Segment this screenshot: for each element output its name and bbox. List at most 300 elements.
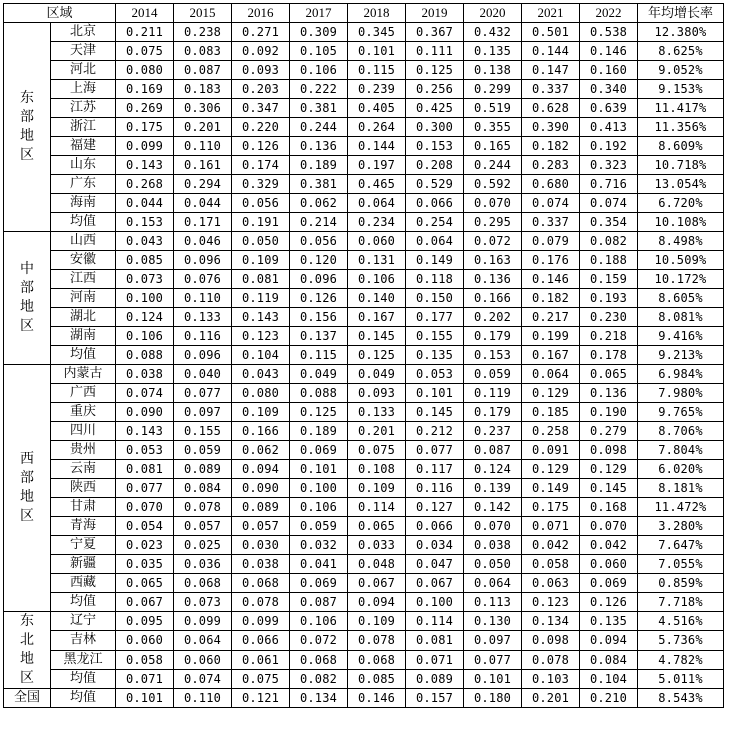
value-cell: 0.529 (406, 175, 464, 194)
value-cell: 0.103 (522, 669, 580, 688)
value-cell: 0.095 (116, 612, 174, 631)
value-cell: 0.201 (522, 689, 580, 708)
value-cell: 0.367 (406, 23, 464, 42)
value-cell: 0.639 (580, 99, 638, 118)
value-cell: 0.066 (232, 631, 290, 650)
value-cell: 0.068 (290, 650, 348, 669)
value-cell: 0.062 (290, 194, 348, 213)
province-cell: 湖北 (51, 308, 116, 327)
province-cell: 重庆 (51, 403, 116, 422)
table-row (4, 23, 724, 42)
value-cell: 0.138 (464, 61, 522, 80)
table-row (4, 441, 724, 460)
value-cell: 0.126 (580, 593, 638, 612)
value-cell: 0.133 (174, 308, 232, 327)
value-cell: 0.060 (174, 650, 232, 669)
value-cell: 0.070 (464, 194, 522, 213)
table-row (4, 612, 724, 631)
growth-cell: 7.647% (638, 536, 724, 555)
value-cell: 0.143 (116, 156, 174, 175)
growth-cell: 8.498% (638, 232, 724, 251)
province-cell: 北京 (51, 23, 116, 42)
value-cell: 0.129 (522, 384, 580, 403)
value-cell: 0.175 (522, 498, 580, 517)
value-cell: 0.140 (348, 289, 406, 308)
value-cell: 0.093 (232, 61, 290, 80)
value-cell: 0.099 (116, 137, 174, 156)
region-group-text: 东北地区 (20, 613, 34, 686)
value-cell: 0.050 (464, 555, 522, 574)
value-cell: 0.144 (522, 42, 580, 61)
value-cell: 0.071 (522, 517, 580, 536)
value-cell: 0.125 (290, 403, 348, 422)
growth-cell: 8.625% (638, 42, 724, 61)
value-cell: 0.089 (232, 498, 290, 517)
value-cell: 0.078 (174, 498, 232, 517)
value-cell: 0.079 (522, 232, 580, 251)
value-cell: 0.135 (464, 42, 522, 61)
value-cell: 0.256 (406, 80, 464, 99)
value-cell: 0.329 (232, 175, 290, 194)
value-cell: 0.063 (522, 574, 580, 593)
value-cell: 0.197 (348, 156, 406, 175)
growth-header: 年均增长率 (638, 4, 724, 23)
value-cell: 0.035 (116, 555, 174, 574)
value-cell: 0.117 (406, 460, 464, 479)
value-cell: 0.155 (406, 327, 464, 346)
value-cell: 0.101 (116, 689, 174, 708)
value-cell: 0.072 (464, 232, 522, 251)
value-cell: 0.149 (406, 251, 464, 270)
value-cell: 0.381 (290, 175, 348, 194)
value-cell: 0.078 (232, 593, 290, 612)
province-cell: 山东 (51, 156, 116, 175)
value-cell: 0.073 (174, 593, 232, 612)
value-cell: 0.519 (464, 99, 522, 118)
value-cell: 0.038 (464, 536, 522, 555)
value-cell: 0.153 (116, 213, 174, 232)
value-cell: 0.126 (232, 137, 290, 156)
table-row (4, 137, 724, 156)
growth-cell: 12.380% (638, 23, 724, 42)
value-cell: 0.217 (522, 308, 580, 327)
table-row (4, 631, 724, 650)
value-cell: 0.064 (174, 631, 232, 650)
value-cell: 0.099 (174, 612, 232, 631)
value-cell: 0.269 (116, 99, 174, 118)
value-cell: 0.097 (464, 631, 522, 650)
value-cell: 0.182 (522, 137, 580, 156)
value-cell: 0.078 (522, 650, 580, 669)
growth-cell: 10.172% (638, 270, 724, 289)
value-cell: 0.113 (464, 593, 522, 612)
table-row (4, 232, 724, 251)
value-cell: 0.098 (580, 441, 638, 460)
value-cell: 0.139 (464, 479, 522, 498)
value-cell: 0.192 (580, 137, 638, 156)
value-cell: 0.076 (174, 270, 232, 289)
table-row (4, 365, 724, 384)
province-cell: 江苏 (51, 99, 116, 118)
growth-cell: 4.782% (638, 650, 724, 669)
value-cell: 0.106 (116, 327, 174, 346)
value-cell: 0.104 (232, 346, 290, 365)
value-cell: 0.034 (406, 536, 464, 555)
value-cell: 0.066 (406, 517, 464, 536)
growth-cell: 8.605% (638, 289, 724, 308)
value-cell: 0.179 (464, 327, 522, 346)
value-cell: 0.203 (232, 80, 290, 99)
table-row (4, 498, 724, 517)
value-cell: 0.143 (232, 308, 290, 327)
value-cell: 0.156 (290, 308, 348, 327)
value-cell: 0.125 (406, 61, 464, 80)
value-cell: 0.264 (348, 118, 406, 137)
growth-cell: 7.980% (638, 384, 724, 403)
value-cell: 0.060 (348, 232, 406, 251)
value-cell: 0.144 (348, 137, 406, 156)
national-label: 全国 (4, 689, 51, 708)
value-cell: 0.104 (580, 669, 638, 688)
table-row (4, 99, 724, 118)
value-cell: 0.074 (522, 194, 580, 213)
value-cell: 0.193 (580, 289, 638, 308)
value-cell: 0.078 (348, 631, 406, 650)
value-cell: 0.068 (348, 650, 406, 669)
value-cell: 0.096 (174, 251, 232, 270)
year-header: 2014 (116, 4, 174, 23)
value-cell: 0.077 (174, 384, 232, 403)
province-cell: 均值 (51, 593, 116, 612)
value-cell: 0.053 (406, 365, 464, 384)
value-cell: 0.067 (406, 574, 464, 593)
value-cell: 0.110 (174, 689, 232, 708)
value-cell: 0.073 (116, 270, 174, 289)
value-cell: 0.033 (348, 536, 406, 555)
value-cell: 0.053 (116, 441, 174, 460)
value-cell: 0.145 (406, 403, 464, 422)
table-row (4, 422, 724, 441)
value-cell: 0.042 (580, 536, 638, 555)
region-group-text: 东部地区 (20, 90, 34, 163)
value-cell: 0.133 (348, 403, 406, 422)
value-cell: 0.355 (464, 118, 522, 137)
value-cell: 0.049 (290, 365, 348, 384)
value-cell: 0.199 (522, 327, 580, 346)
province-cell: 内蒙古 (51, 365, 116, 384)
table-row (4, 327, 724, 346)
value-cell: 0.432 (464, 23, 522, 42)
growth-cell: 9.052% (638, 61, 724, 80)
value-cell: 0.058 (116, 650, 174, 669)
province-cell: 安徽 (51, 251, 116, 270)
value-cell: 0.592 (464, 175, 522, 194)
value-cell: 0.115 (348, 61, 406, 80)
value-cell: 0.064 (348, 194, 406, 213)
region-group-text: 西部地区 (20, 451, 34, 524)
value-cell: 0.109 (232, 403, 290, 422)
value-cell: 0.201 (174, 118, 232, 137)
province-cell: 贵州 (51, 441, 116, 460)
table-row (4, 384, 724, 403)
value-cell: 0.096 (174, 346, 232, 365)
value-cell: 0.101 (464, 669, 522, 688)
value-cell: 0.218 (580, 327, 638, 346)
value-cell: 0.043 (232, 365, 290, 384)
growth-cell: 6.720% (638, 194, 724, 213)
table-row (4, 574, 724, 593)
growth-cell: 11.356% (638, 118, 724, 137)
value-cell: 0.134 (522, 612, 580, 631)
value-cell: 0.094 (232, 460, 290, 479)
value-cell: 0.087 (174, 61, 232, 80)
value-cell: 0.413 (580, 118, 638, 137)
value-cell: 0.145 (580, 479, 638, 498)
value-cell: 0.109 (348, 479, 406, 498)
growth-cell: 9.153% (638, 80, 724, 99)
value-cell: 0.106 (290, 612, 348, 631)
value-cell: 0.294 (174, 175, 232, 194)
value-cell: 0.180 (464, 689, 522, 708)
value-cell: 0.061 (232, 650, 290, 669)
value-cell: 0.254 (406, 213, 464, 232)
value-cell: 0.072 (290, 631, 348, 650)
value-cell: 0.166 (232, 422, 290, 441)
region-group-label (4, 23, 51, 232)
value-cell: 0.044 (116, 194, 174, 213)
value-cell: 0.085 (116, 251, 174, 270)
growth-cell: 5.011% (638, 669, 724, 688)
region-group-text: 中部地区 (20, 261, 34, 334)
value-cell: 0.222 (290, 80, 348, 99)
value-cell: 0.136 (464, 270, 522, 289)
year-header: 2016 (232, 4, 290, 23)
value-cell: 0.136 (290, 137, 348, 156)
value-cell: 0.208 (406, 156, 464, 175)
value-cell: 0.023 (116, 536, 174, 555)
value-cell: 0.130 (464, 612, 522, 631)
value-cell: 0.069 (290, 574, 348, 593)
value-cell: 0.171 (174, 213, 232, 232)
province-cell: 广西 (51, 384, 116, 403)
province-cell: 浙江 (51, 118, 116, 137)
value-cell: 0.212 (406, 422, 464, 441)
table-row (4, 156, 724, 175)
value-cell: 0.146 (348, 689, 406, 708)
growth-cell: 10.509% (638, 251, 724, 270)
value-cell: 0.299 (464, 80, 522, 99)
value-cell: 0.309 (290, 23, 348, 42)
province-cell: 广东 (51, 175, 116, 194)
value-cell: 0.111 (406, 42, 464, 61)
value-cell: 0.160 (580, 61, 638, 80)
growth-cell: 7.718% (638, 593, 724, 612)
value-cell: 0.067 (116, 593, 174, 612)
year-header: 2021 (522, 4, 580, 23)
value-cell: 0.129 (580, 460, 638, 479)
value-cell: 0.070 (116, 498, 174, 517)
value-cell: 0.135 (580, 612, 638, 631)
table-row (4, 213, 724, 232)
value-cell: 0.109 (348, 612, 406, 631)
value-cell: 0.042 (522, 536, 580, 555)
value-cell: 0.137 (290, 327, 348, 346)
value-cell: 0.043 (116, 232, 174, 251)
province-cell: 山西 (51, 232, 116, 251)
value-cell: 0.046 (174, 232, 232, 251)
value-cell: 0.345 (348, 23, 406, 42)
value-cell: 0.123 (232, 327, 290, 346)
region-group-label (4, 232, 51, 365)
year-header: 2018 (348, 4, 406, 23)
value-cell: 0.059 (174, 441, 232, 460)
value-cell: 0.101 (290, 460, 348, 479)
year-header: 2015 (174, 4, 232, 23)
value-cell: 0.032 (290, 536, 348, 555)
table-row (4, 251, 724, 270)
value-cell: 0.258 (522, 422, 580, 441)
province-cell: 西藏 (51, 574, 116, 593)
value-cell: 0.082 (290, 669, 348, 688)
value-cell: 0.089 (406, 669, 464, 688)
value-cell: 0.390 (522, 118, 580, 137)
growth-cell: 8.609% (638, 137, 724, 156)
table-row (4, 650, 724, 669)
value-cell: 0.238 (174, 23, 232, 42)
value-cell: 0.538 (580, 23, 638, 42)
value-cell: 0.501 (522, 23, 580, 42)
value-cell: 0.165 (464, 137, 522, 156)
value-cell: 0.146 (522, 270, 580, 289)
province-cell: 上海 (51, 80, 116, 99)
value-cell: 0.153 (464, 346, 522, 365)
value-cell: 0.176 (522, 251, 580, 270)
value-cell: 0.425 (406, 99, 464, 118)
value-cell: 0.040 (174, 365, 232, 384)
value-cell: 0.153 (406, 137, 464, 156)
growth-cell: 3.280% (638, 517, 724, 536)
value-cell: 0.116 (406, 479, 464, 498)
value-cell: 0.074 (116, 384, 174, 403)
value-cell: 0.340 (580, 80, 638, 99)
value-cell: 0.220 (232, 118, 290, 137)
value-cell: 0.143 (116, 422, 174, 441)
value-cell: 0.067 (348, 574, 406, 593)
region-group-label (4, 365, 51, 612)
growth-cell: 9.765% (638, 403, 724, 422)
table-row (4, 270, 724, 289)
table-row (4, 689, 724, 708)
value-cell: 0.177 (406, 308, 464, 327)
table-row (4, 479, 724, 498)
growth-cell: 8.081% (638, 308, 724, 327)
table-row (4, 593, 724, 612)
regional-data-table (3, 3, 724, 708)
growth-cell: 6.020% (638, 460, 724, 479)
value-cell: 0.135 (406, 346, 464, 365)
value-cell: 0.716 (580, 175, 638, 194)
value-cell: 0.230 (580, 308, 638, 327)
value-cell: 0.090 (232, 479, 290, 498)
value-cell: 0.074 (174, 669, 232, 688)
value-cell: 0.036 (174, 555, 232, 574)
value-cell: 0.100 (116, 289, 174, 308)
value-cell: 0.106 (290, 498, 348, 517)
value-cell: 0.234 (348, 213, 406, 232)
value-cell: 0.134 (290, 689, 348, 708)
value-cell: 0.064 (406, 232, 464, 251)
value-cell: 0.100 (406, 593, 464, 612)
value-cell: 0.062 (232, 441, 290, 460)
value-cell: 0.083 (174, 42, 232, 61)
value-cell: 0.101 (348, 42, 406, 61)
value-cell: 0.295 (464, 213, 522, 232)
value-cell: 0.068 (174, 574, 232, 593)
value-cell: 0.163 (464, 251, 522, 270)
value-cell: 0.201 (348, 422, 406, 441)
growth-cell: 0.859% (638, 574, 724, 593)
year-header: 2019 (406, 4, 464, 23)
value-cell: 0.047 (406, 555, 464, 574)
table-row (4, 460, 724, 479)
value-cell: 0.081 (232, 270, 290, 289)
value-cell: 0.168 (580, 498, 638, 517)
value-cell: 0.323 (580, 156, 638, 175)
value-cell: 0.108 (348, 460, 406, 479)
year-header: 2022 (580, 4, 638, 23)
value-cell: 0.038 (232, 555, 290, 574)
value-cell: 0.105 (290, 42, 348, 61)
value-cell: 0.300 (406, 118, 464, 137)
province-cell: 均值 (51, 346, 116, 365)
value-cell: 0.136 (580, 384, 638, 403)
value-cell: 0.080 (116, 61, 174, 80)
value-cell: 0.214 (290, 213, 348, 232)
value-cell: 0.142 (464, 498, 522, 517)
growth-cell: 13.054% (638, 175, 724, 194)
table-row (4, 194, 724, 213)
value-cell: 0.077 (406, 441, 464, 460)
value-cell: 0.088 (116, 346, 174, 365)
value-cell: 0.354 (580, 213, 638, 232)
year-header: 2020 (464, 4, 522, 23)
province-cell: 四川 (51, 422, 116, 441)
province-cell: 辽宁 (51, 612, 116, 631)
growth-cell: 8.543% (638, 689, 724, 708)
value-cell: 0.157 (406, 689, 464, 708)
province-cell: 云南 (51, 460, 116, 479)
value-cell: 0.680 (522, 175, 580, 194)
value-cell: 0.210 (580, 689, 638, 708)
value-cell: 0.057 (232, 517, 290, 536)
value-cell: 0.091 (522, 441, 580, 460)
value-cell: 0.066 (406, 194, 464, 213)
growth-cell: 9.213% (638, 346, 724, 365)
value-cell: 0.109 (232, 251, 290, 270)
value-cell: 0.065 (116, 574, 174, 593)
value-cell: 0.071 (116, 669, 174, 688)
province-cell: 黑龙江 (51, 650, 116, 669)
growth-cell: 9.416% (638, 327, 724, 346)
value-cell: 0.093 (348, 384, 406, 403)
value-cell: 0.244 (464, 156, 522, 175)
province-cell: 陕西 (51, 479, 116, 498)
table-body (4, 23, 724, 708)
province-cell: 吉林 (51, 631, 116, 650)
value-cell: 0.096 (290, 270, 348, 289)
value-cell: 0.110 (174, 289, 232, 308)
table-row (4, 175, 724, 194)
